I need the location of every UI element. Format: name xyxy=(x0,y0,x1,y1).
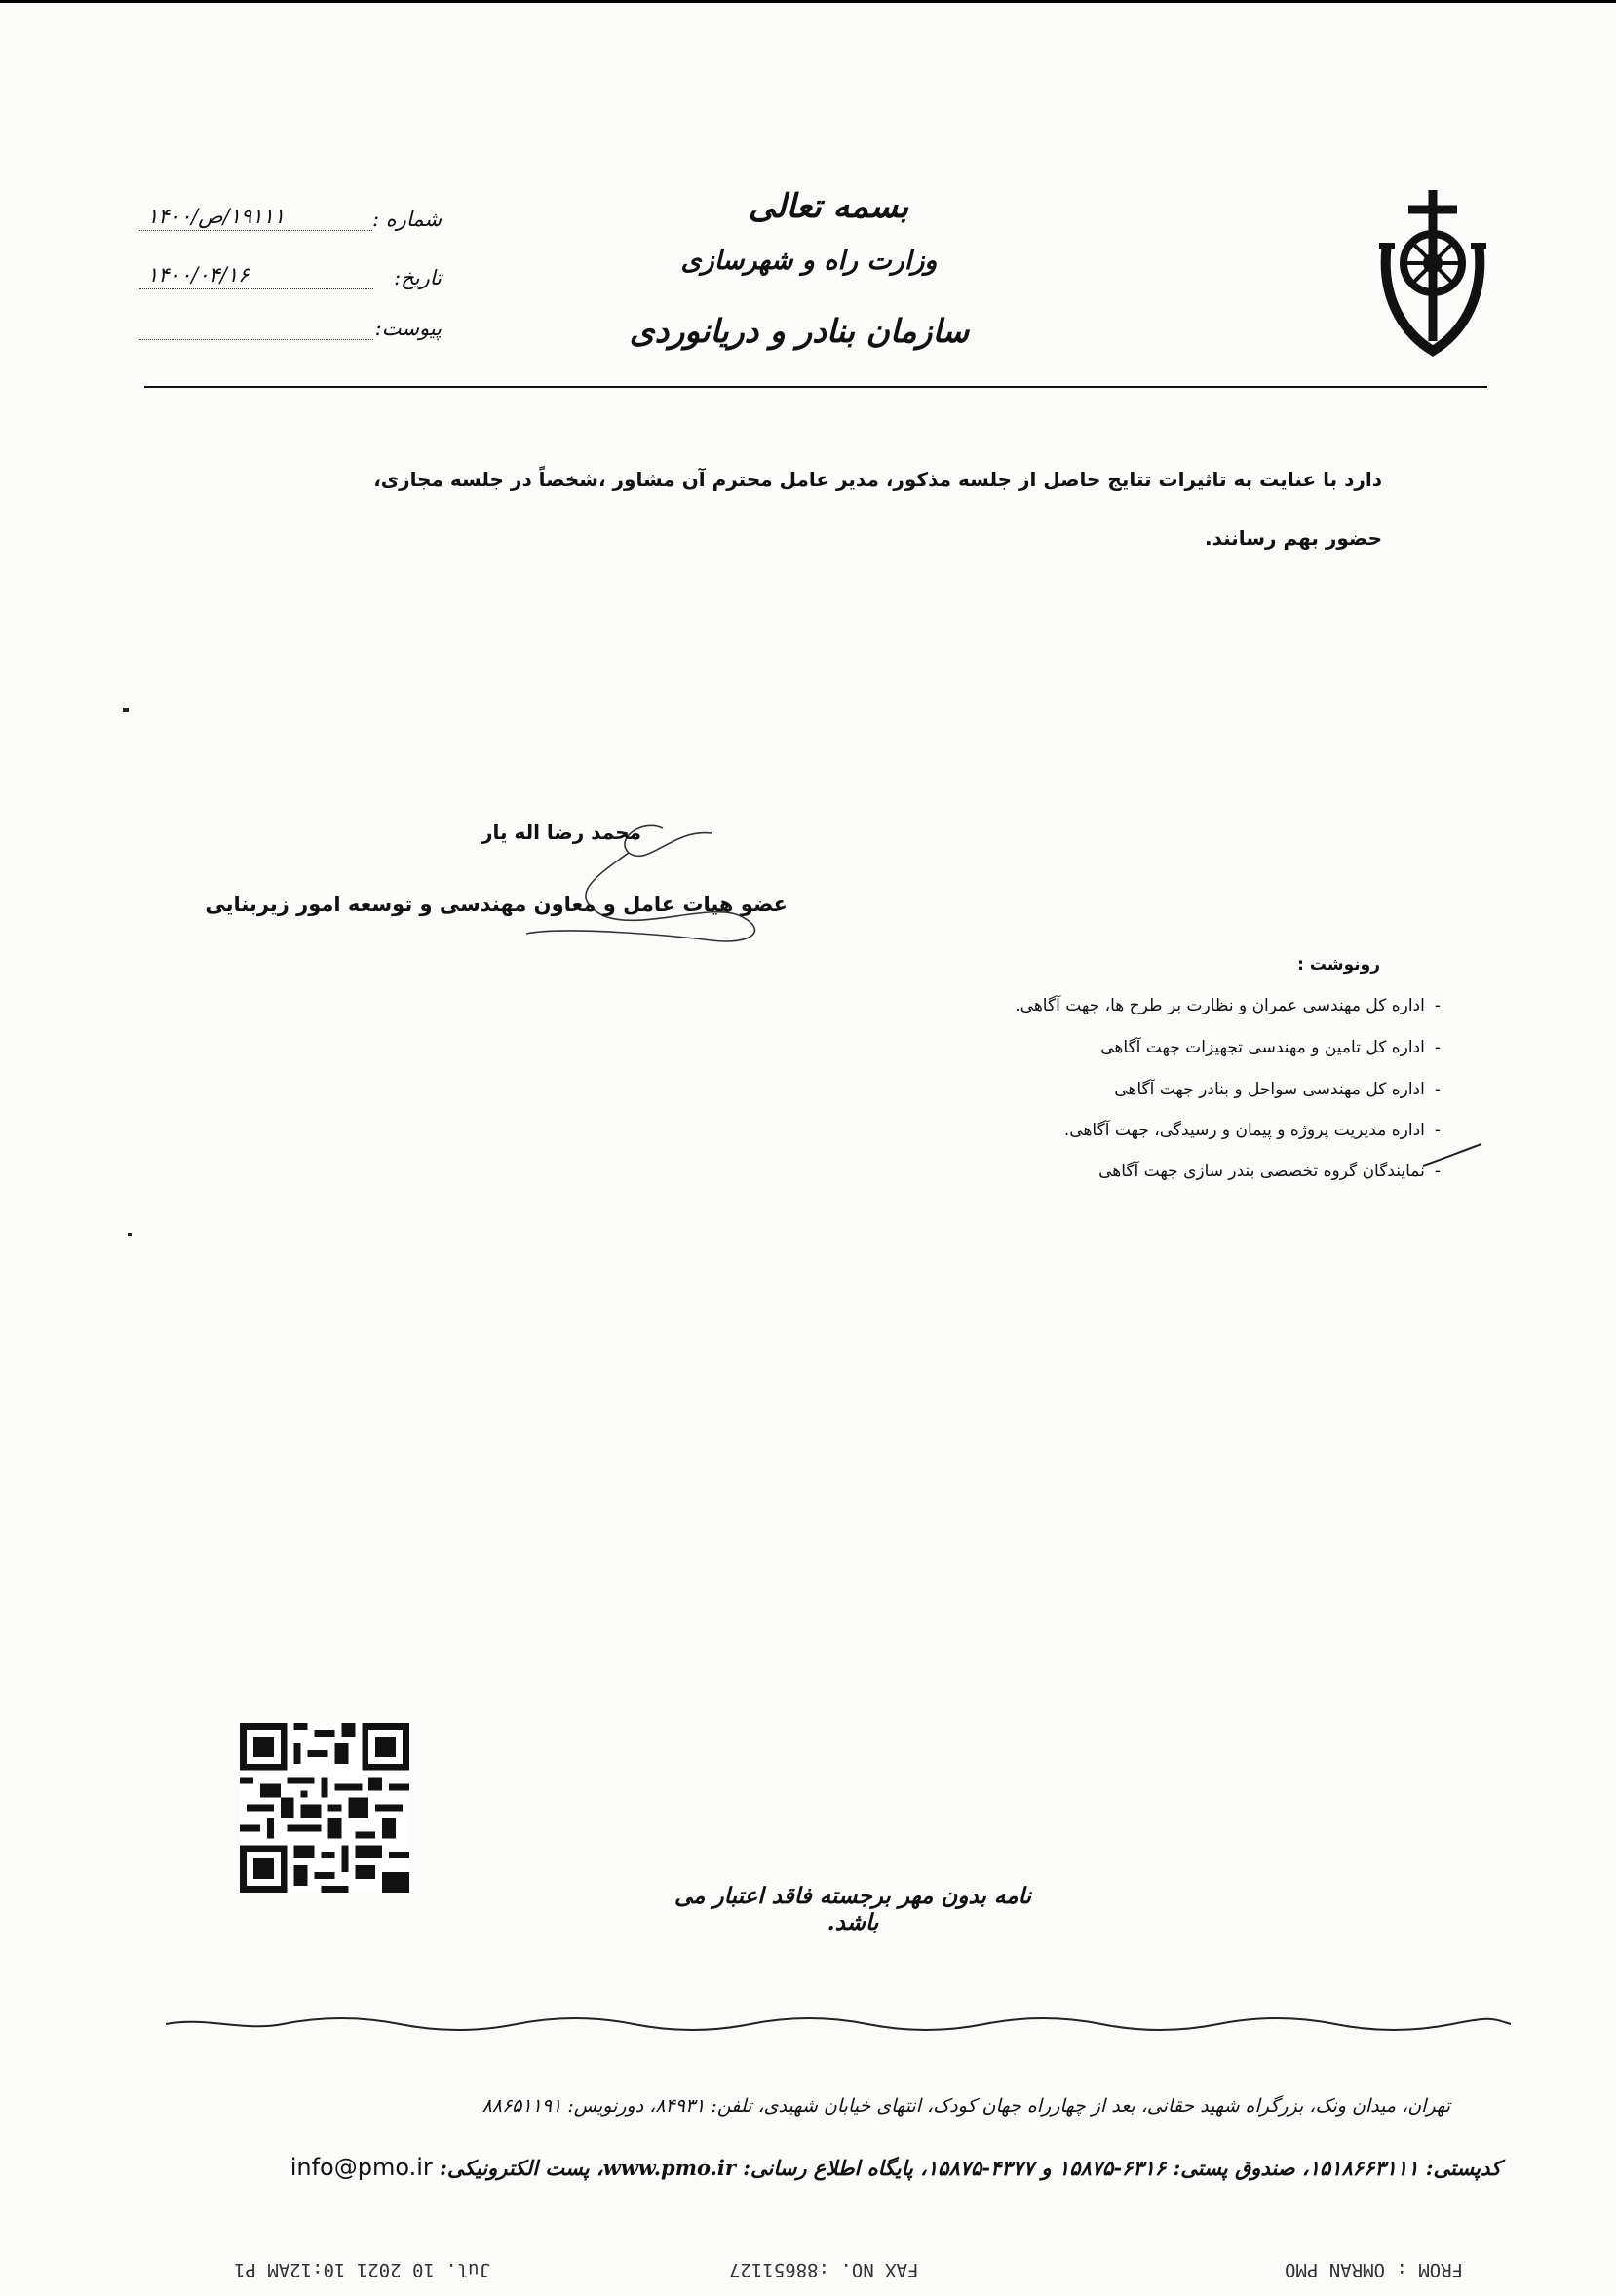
attachment-field xyxy=(139,317,442,340)
cc-item: -اداره کل تامین و مهندسی تجهیزات جهت آگاهی xyxy=(1100,1038,1441,1057)
header-divider xyxy=(144,386,1487,388)
letter-number-field xyxy=(139,205,442,231)
stamp-disclaimer: نامه بدون مهر برجسته فاقد اعتبار می باشد. xyxy=(674,1883,1031,1935)
cc-item: -اداره کل مهندسی عمران و نظارت بر طرح ها، جهت آگاهی. xyxy=(1015,996,1441,1015)
cc-item-text: اداره کل تامین و مهندسی تجهیزات جهت آگاهی xyxy=(1100,1038,1425,1057)
fax-top-bar xyxy=(0,0,1616,3)
date-value: ۱۴۰۰/۰۴/۱۶ xyxy=(139,263,373,289)
handwritten-mark xyxy=(1421,1140,1483,1169)
contact-details: کدپستی: ۱۵۱۸۶۶۳۱۱۱، صندوق پستی: ۶۳۱۶-۱۵۸۷۵ و ۴۳۷۷-۱۵۸۷۵، پایگاه اطلاع رسانی: www.pmo.ir، پست الکترونیکی: xyxy=(440,2156,1501,2180)
scan-speck xyxy=(123,708,129,712)
signatory-name: محمد رضا اله یار xyxy=(481,821,641,844)
letter-date-field xyxy=(139,263,442,289)
ministry-name: وزارت راه و شهرسازی xyxy=(680,246,938,276)
body-line-2: حضور بهم رسانند. xyxy=(1204,526,1382,550)
cc-item-text: اداره کل مهندسی عمران و نظارت بر طرح ها، جهت آگاهی. xyxy=(1015,996,1425,1015)
scan-speck xyxy=(128,1233,132,1236)
cc-item: -نمایندگان گروه تخصصی بندر سازی جهت آگاهی xyxy=(1098,1162,1441,1181)
footer-contact xyxy=(290,2154,1501,2181)
cc-item-text: نمایندگان گروه تخصصی بندر سازی جهت آگاهی xyxy=(1098,1162,1425,1181)
date-label: تاریخ: xyxy=(394,266,442,289)
bismillah-heading: بسمه تعالی xyxy=(748,187,909,226)
fax-from: FROM : OMRAN PMO xyxy=(1285,2259,1464,2280)
attachment-value xyxy=(139,337,373,340)
number-label: شماره : xyxy=(371,208,442,231)
cc-item-text: اداره مدیریت پروژه و پیمان و رسیدگی، جهت آگاهی. xyxy=(1063,1121,1425,1140)
footer-wave-divider xyxy=(166,2012,1511,2036)
body-line-1: دارد با عنایت به تاثیرات تتایج حاصل از جلسه مذکور، مدیر عامل محترم آن مشاور ،شخصاً در جلسه مجازی، xyxy=(373,468,1382,491)
signatory-title: عضو هیات عامل و معاون مهندسی و توسعه امور زیربنایی xyxy=(205,893,788,916)
attachment-label: پیوست: xyxy=(374,317,442,340)
fax-number: FAX NO. :88651127 xyxy=(729,2259,919,2280)
ports-organization-logo xyxy=(1379,185,1486,361)
cc-item: -اداره مدیریت پروژه و پیمان و رسیدگی، جهت آگاهی. xyxy=(1063,1121,1441,1140)
qr-code xyxy=(239,1723,410,1893)
cc-heading: رونوشت : xyxy=(1297,955,1380,975)
organization-name: سازمان بنادر و دریانوردی xyxy=(629,312,970,350)
cc-item-text: اداره کل مهندسی سواحل و بنادر جهت آگاهی xyxy=(1114,1080,1425,1099)
fax-timestamp: Jul. 10 2021 10:12AM P1 xyxy=(234,2259,491,2280)
cc-item: -اداره کل مهندسی سواحل و بنادر جهت آگاهی xyxy=(1114,1080,1441,1099)
contact-email: info@pmo.ir xyxy=(289,2154,433,2181)
footer-address: تهران، میدان ونک، بزرگراه شهید حقانی، بعد از چهارراه جهان کودک، انتهای خیابان شهیدی، تلفن: ۸۴۹۳۱، دورنویس: ۸۸۶۵۱۱۹۱ xyxy=(481,2095,1450,2117)
number-value: ۱۹۱۱۱/ص/۱۴۰۰ xyxy=(139,205,372,231)
